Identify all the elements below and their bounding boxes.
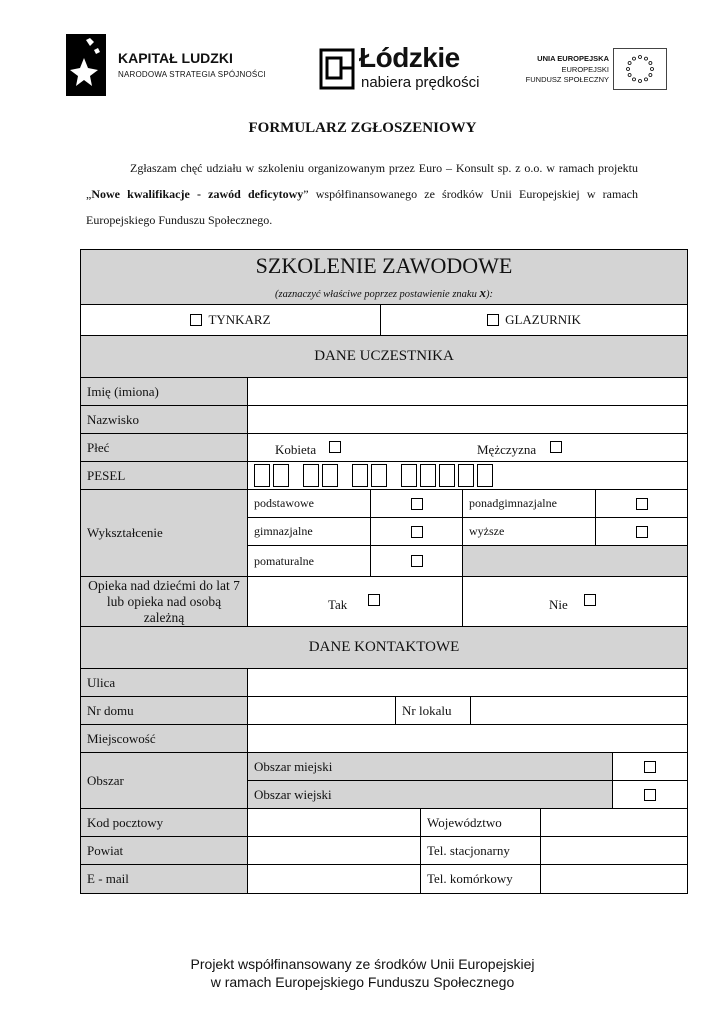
female-label: Kobieta (275, 442, 317, 457)
education-label: Wykształcenie (80, 489, 248, 577)
surname-label: Nazwisko (80, 405, 248, 434)
eu-line3: FUNDUSZ SPOŁECZNY (525, 75, 609, 84)
care-label: Opieka nad dziećmi do lat 7 lub opieka nad osobą zależną (80, 576, 248, 627)
edu-upper-secondary-cell (595, 489, 688, 518)
lodzkie-logo (315, 44, 485, 96)
option-glazurnik[interactable] (380, 304, 688, 336)
page-title: FORMULARZ ZGŁOSZENIOWY (248, 120, 477, 136)
city-input[interactable] (247, 724, 688, 753)
pesel-digit-box[interactable] (273, 464, 289, 487)
lodzkie-tagline: nabiera prędkości (361, 74, 480, 91)
voivodeship-input[interactable] (540, 808, 688, 837)
eu-flag-icon (613, 48, 667, 90)
kapital-ludzki-emblem-icon (60, 30, 116, 98)
eu-line1: UNIA EUROPEJSKA (537, 54, 609, 63)
kapital-ludzki-subtitle: NARODOWA STRATEGIA SPÓJNOŚCI (118, 70, 266, 79)
tynkarz-checkbox[interactable] (190, 314, 202, 326)
pesel-digit-box[interactable] (254, 464, 270, 487)
footer-line1: Projekt współfinansowany ze środków Unii Europejskiej (190, 956, 535, 972)
pesel-label: PESEL (80, 461, 248, 490)
lodzkie-emblem-icon (319, 48, 355, 90)
area-urban-checkbox[interactable] (644, 761, 656, 773)
footer-line2: w ramach Europejskiego Funduszu Społecznego (210, 974, 515, 990)
pesel-digit-box[interactable] (401, 464, 417, 487)
care-yes-checkbox[interactable] (368, 594, 380, 606)
area-label: Obszar (80, 752, 248, 809)
edu-primary-checkbox[interactable] (411, 498, 423, 510)
care-yes-cell (247, 576, 463, 627)
street-input[interactable] (247, 668, 688, 697)
training-header (80, 249, 688, 305)
postcode-input[interactable] (247, 808, 421, 837)
footer (0, 955, 725, 991)
male-checkbox[interactable] (550, 441, 562, 453)
section-participant: DANE UCZESTNIKA (80, 335, 688, 378)
landline-input[interactable] (540, 836, 688, 865)
eu-logo (515, 46, 675, 96)
edu-vocational-checkbox[interactable] (411, 555, 423, 567)
mobile-input[interactable] (540, 864, 688, 894)
intro-part1: Zgłaszam chęć udziału w szkoleniu organizowanym przez Euro – Konsult sp. z o.o. w ramach projektu „ (86, 161, 638, 201)
edu-upper-secondary-checkbox[interactable] (636, 498, 648, 510)
edu-lower-secondary-cell (370, 517, 463, 546)
county-label: Powiat (80, 836, 248, 865)
care-yes-label: Tak (328, 597, 348, 612)
training-hint: (zaznaczyć właściwe poprzez postawienie znaku x): (275, 285, 493, 300)
section-contact: DANE KONTAKTOWE (80, 626, 688, 669)
email-input[interactable] (247, 864, 421, 894)
first-name-input[interactable] (247, 377, 688, 406)
area-rural-checkbox[interactable] (644, 789, 656, 801)
eu-line2: EUROPEJSKI (561, 65, 609, 74)
first-name-label: Imię (imiona) (80, 377, 248, 406)
sex-field (247, 433, 688, 462)
female-checkbox[interactable] (329, 441, 341, 453)
care-no-label: Nie (549, 597, 568, 612)
area-rural-cell (612, 780, 688, 809)
pesel-digit-box[interactable] (371, 464, 387, 487)
kapital-ludzki-name: KAPITAŁ LUDZKI (118, 50, 233, 66)
surname-input[interactable] (247, 405, 688, 434)
sex-label: Płeć (80, 433, 248, 462)
glazurnik-checkbox[interactable] (487, 314, 499, 326)
tynkarz-label: TYNKARZ (208, 312, 271, 327)
intro-text (86, 155, 638, 233)
lodzkie-name: Łódzkie (359, 42, 460, 73)
voivodeship-label: Województwo (420, 808, 541, 837)
area-rural-label: Obszar wiejski (247, 780, 613, 809)
house-no-label: Nr domu (80, 696, 248, 725)
area-urban-label: Obszar miejski (247, 752, 613, 781)
landline-label: Tel. stacjonarny (420, 836, 541, 865)
pesel-digit-box[interactable] (477, 464, 493, 487)
pesel-digit-box[interactable] (439, 464, 455, 487)
edu-primary-label: podstawowe (247, 489, 371, 518)
edu-higher-cell (595, 517, 688, 546)
edu-vocational-cell (370, 545, 463, 577)
glazurnik-label: GLAZURNIK (505, 312, 581, 327)
training-title: SZKOLENIE ZAWODOWE (255, 253, 513, 278)
city-label: Miejscowość (80, 724, 248, 753)
pesel-digit-box[interactable] (458, 464, 474, 487)
intro-part2: ” współfinansowanego ze środków Unii Europejskiej w ramach Europejskiego Funduszu Społecznego. (86, 187, 638, 227)
edu-higher-checkbox[interactable] (636, 526, 648, 538)
edu-lower-secondary-label: gimnazjalne (247, 517, 371, 546)
pesel-digit-box[interactable] (352, 464, 368, 487)
kapital-ludzki-logo (60, 30, 270, 98)
postcode-label: Kod pocztowy (80, 808, 248, 837)
street-label: Ulica (80, 668, 248, 697)
care-no-cell (462, 576, 688, 627)
edu-vocational-label: pomaturalne (247, 545, 371, 577)
male-label: Mężczyzna (477, 442, 537, 457)
option-tynkarz[interactable] (80, 304, 381, 336)
mobile-label: Tel. komórkowy (420, 864, 541, 894)
intro-project-name: Nowe kwalifikacje - zawód deficytowy (91, 187, 304, 201)
edu-higher-label: wyższe (462, 517, 596, 546)
county-input[interactable] (247, 836, 421, 865)
edu-empty-cell (462, 545, 688, 577)
flat-no-label: Nr lokalu (395, 696, 471, 725)
house-no-input[interactable] (247, 696, 396, 725)
flat-no-input[interactable] (470, 696, 688, 725)
pesel-field[interactable] (247, 461, 688, 490)
care-no-checkbox[interactable] (584, 594, 596, 606)
pesel-digit-box[interactable] (303, 464, 319, 487)
email-label: E - mail (80, 864, 248, 894)
pesel-digit-box[interactable] (322, 464, 338, 487)
edu-upper-secondary-label: ponadgimnazjalne (462, 489, 596, 518)
edu-primary-cell (370, 489, 463, 518)
area-urban-cell (612, 752, 688, 781)
edu-lower-secondary-checkbox[interactable] (411, 526, 423, 538)
pesel-digit-box[interactable] (420, 464, 436, 487)
